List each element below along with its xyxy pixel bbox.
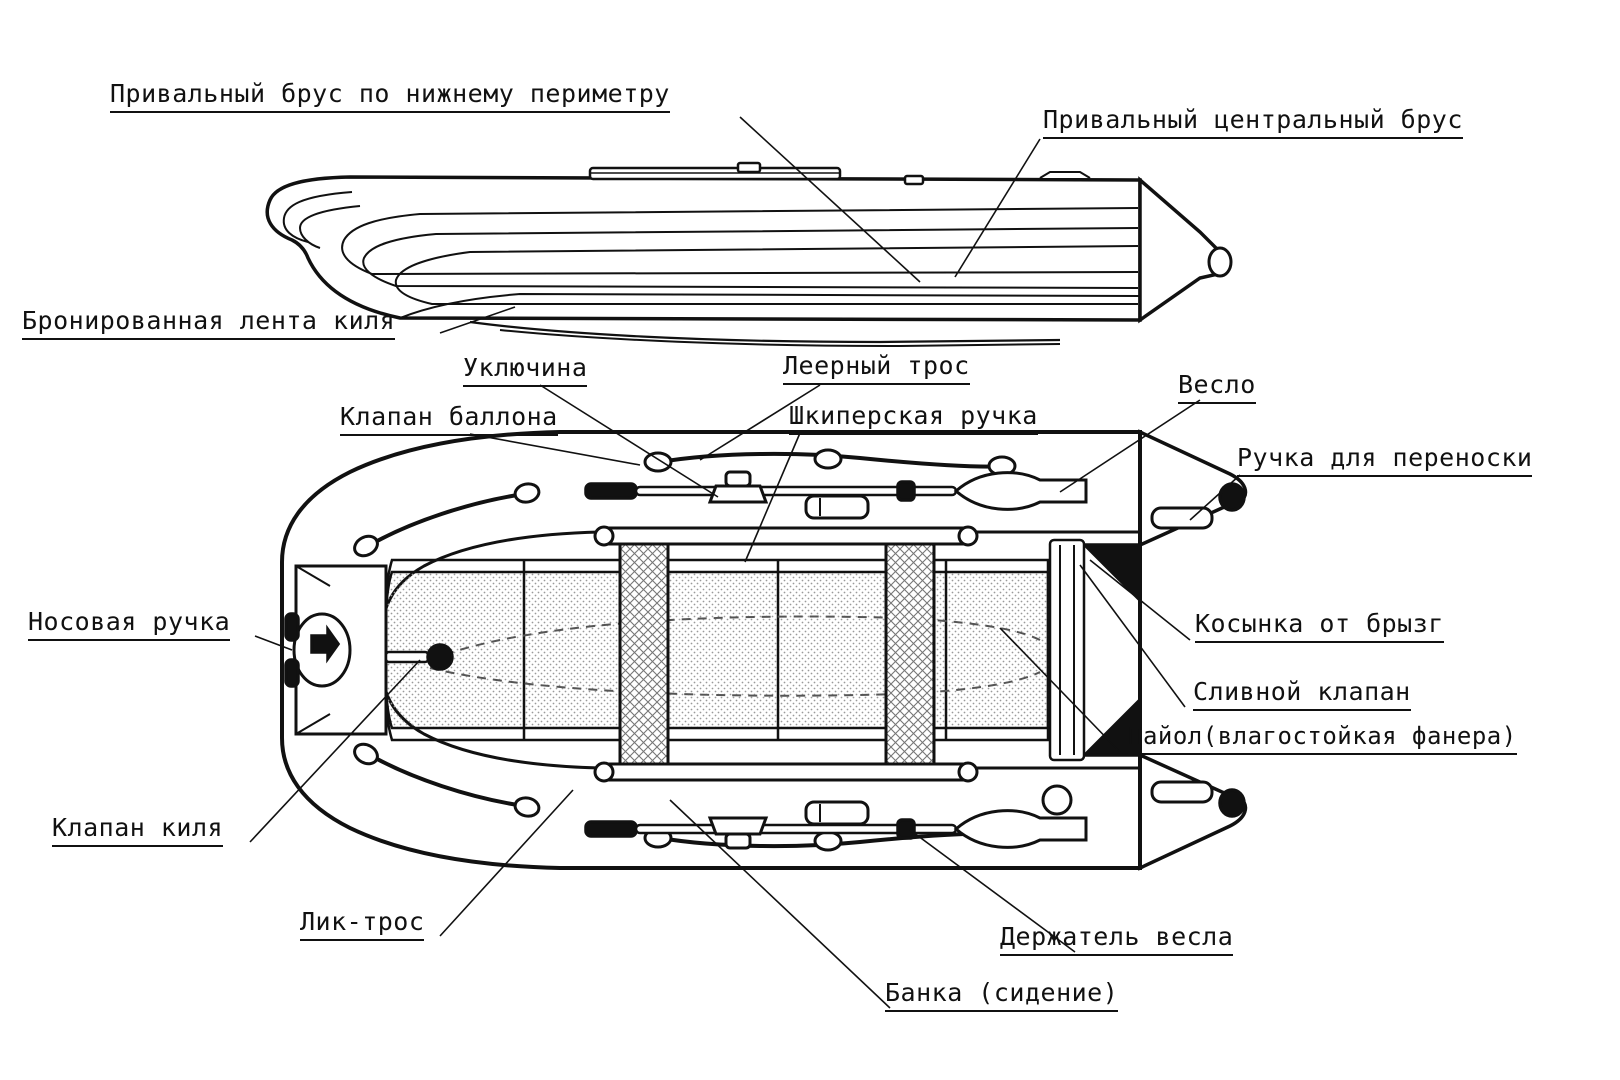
label-lik-tros: Лик-трос (300, 908, 424, 941)
label-uklyuchina: Уключина (463, 354, 587, 387)
label-ruchka-dlya-perenoski: Ручка для переноски (1237, 444, 1532, 477)
label-klapan-ballona: Клапан баллона (340, 403, 558, 436)
label-privalnyi-tsentralnyi-brus: Привальный центральный брус (1043, 106, 1463, 139)
label-shkiperskaya-ruchka: Шкиперская ручка (789, 402, 1038, 435)
label-payol-fanera: Пайол(влагостойкая фанера) (1128, 723, 1517, 755)
label-slivnoi-klapan: Сливной клапан (1193, 678, 1411, 711)
label-bronirovannaya-lenta-kilya: Бронированная лента киля (22, 307, 395, 340)
top-view-group (282, 432, 1245, 868)
label-derzhatel-vesla: Держатель весла (1000, 923, 1233, 956)
label-privalnyi-brus-nizhniy: Привальный брус по нижнему периметру (110, 80, 670, 113)
label-veslo: Весло (1178, 371, 1256, 404)
label-leernyi-tros: Леерный трос (783, 352, 970, 385)
label-klapan-kilya: Клапан киля (52, 814, 223, 847)
label-nosovaya-ruchka: Носовая ручка (28, 608, 230, 641)
side-view-group (267, 163, 1231, 346)
label-banka-sidenie: Банка (сидение) (885, 979, 1118, 1012)
label-kosynka-ot-bryzg: Косынка от брызг (1195, 610, 1444, 643)
